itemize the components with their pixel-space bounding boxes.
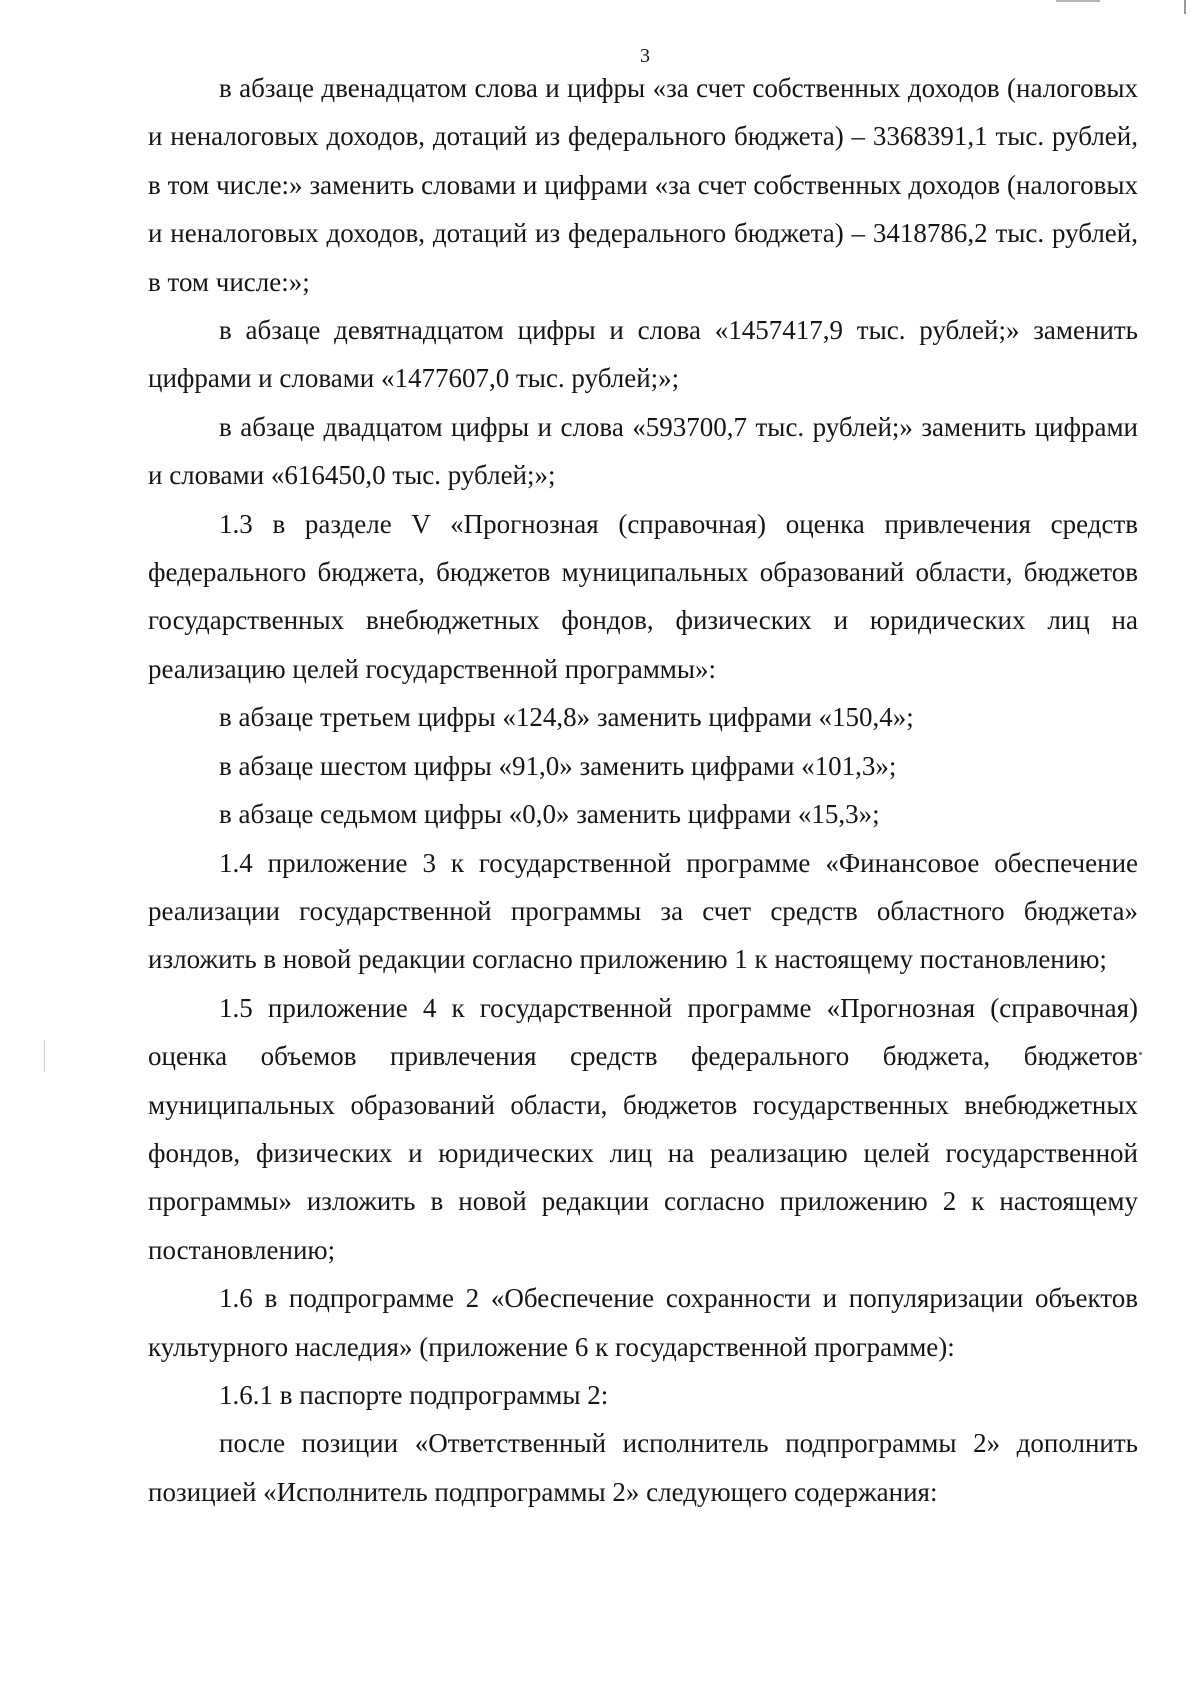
paragraph-item-1-6-1: 1.6.1 в паспорте подпрограммы 2: [219, 1379, 609, 1410]
paragraph-seventh-abzac: в абзаце седьмом цифры «0,0» заменить цифрами «15,3»; [219, 799, 880, 830]
paragraph-nineteenth-abzac: в абзаце девятнадцатом цифры и слова «1457417,9 тыс. рублей;» заменить цифрами и словами «1477607,0 тыс. рублей;»; [148, 315, 1138, 394]
paragraph-item-1-3: 1.3 в разделе V «Прогнозная (справочная) оценка привлечения средств федерального бюджета, бюджетов муниципальных образований области, бюджетов государственных внебюджетных фондов, физических и юридических лиц на реализацию целей государственной программы»: [148, 508, 1138, 684]
paragraph-after-position: после позиции «Ответственный исполнитель подпрограммы 2» дополнить позицией «Исполнитель подпрограммы 2» следующего содержания: [148, 1428, 1138, 1507]
scan-artifact-dot [1139, 1052, 1142, 1055]
paragraph-sixth-abzac: в абзаце шестом цифры «91,0» заменить цифрами «101,3»; [219, 750, 897, 781]
paragraph-twelfth-abzac: в абзаце двенадцатом слова и цифры «за счет собственных доходов (налоговых и неналоговых доходов, дотаций из федерального бюджета) – 3368391,1 тыс. рублей, в том числе:» заменить словами и цифрами «за счет собственных доходов (налоговых и неналоговых доходов, дотаций из федерального бюджета) – 3418786,2 тыс. рублей, в том числе:»; [148, 73, 1138, 297]
scan-artifact-top [1056, 0, 1100, 2]
paragraph-item-1-4: 1.4 приложение 3 к государственной программе «Финансовое обеспечение реализации государственной программы за счет средств областного бюджета» изложить в новой редакции согласно приложению 1 к настоящему постановлению; [148, 847, 1138, 975]
paragraph-third-abzac: в абзаце третьем цифры «124,8» заменить цифрами «150,4»; [219, 702, 914, 733]
page-number: 3 [640, 45, 650, 67]
paragraph-item-1-6: 1.6 в подпрограмме 2 «Обеспечение сохранности и популяризации объектов культурного наследия» (приложение 6 к государственной программе): [148, 1283, 1138, 1362]
paragraph-item-1-5: 1.5 приложение 4 к государственной программе «Прогнозная (справочная) оценка объемов привлечения средств федерального бюджета, бюджетов муниципальных образований области, бюджетов государственных внебюджетных фондов, физических и юридических лиц на реализацию целей государственной программы» изложить в новой редакции согласно приложению 2 к настоящему постановлению; [148, 992, 1138, 1265]
scan-artifact-corner [1184, 0, 1186, 14]
scan-artifact-left [44, 1040, 45, 1072]
paragraph-twentieth-abzac: в абзаце двадцатом цифры и слова «593700,7 тыс. рублей;» заменить цифрами и словами «616450,0 тыс. рублей;»; [148, 411, 1138, 491]
document-body [148, 64, 1138, 1516]
